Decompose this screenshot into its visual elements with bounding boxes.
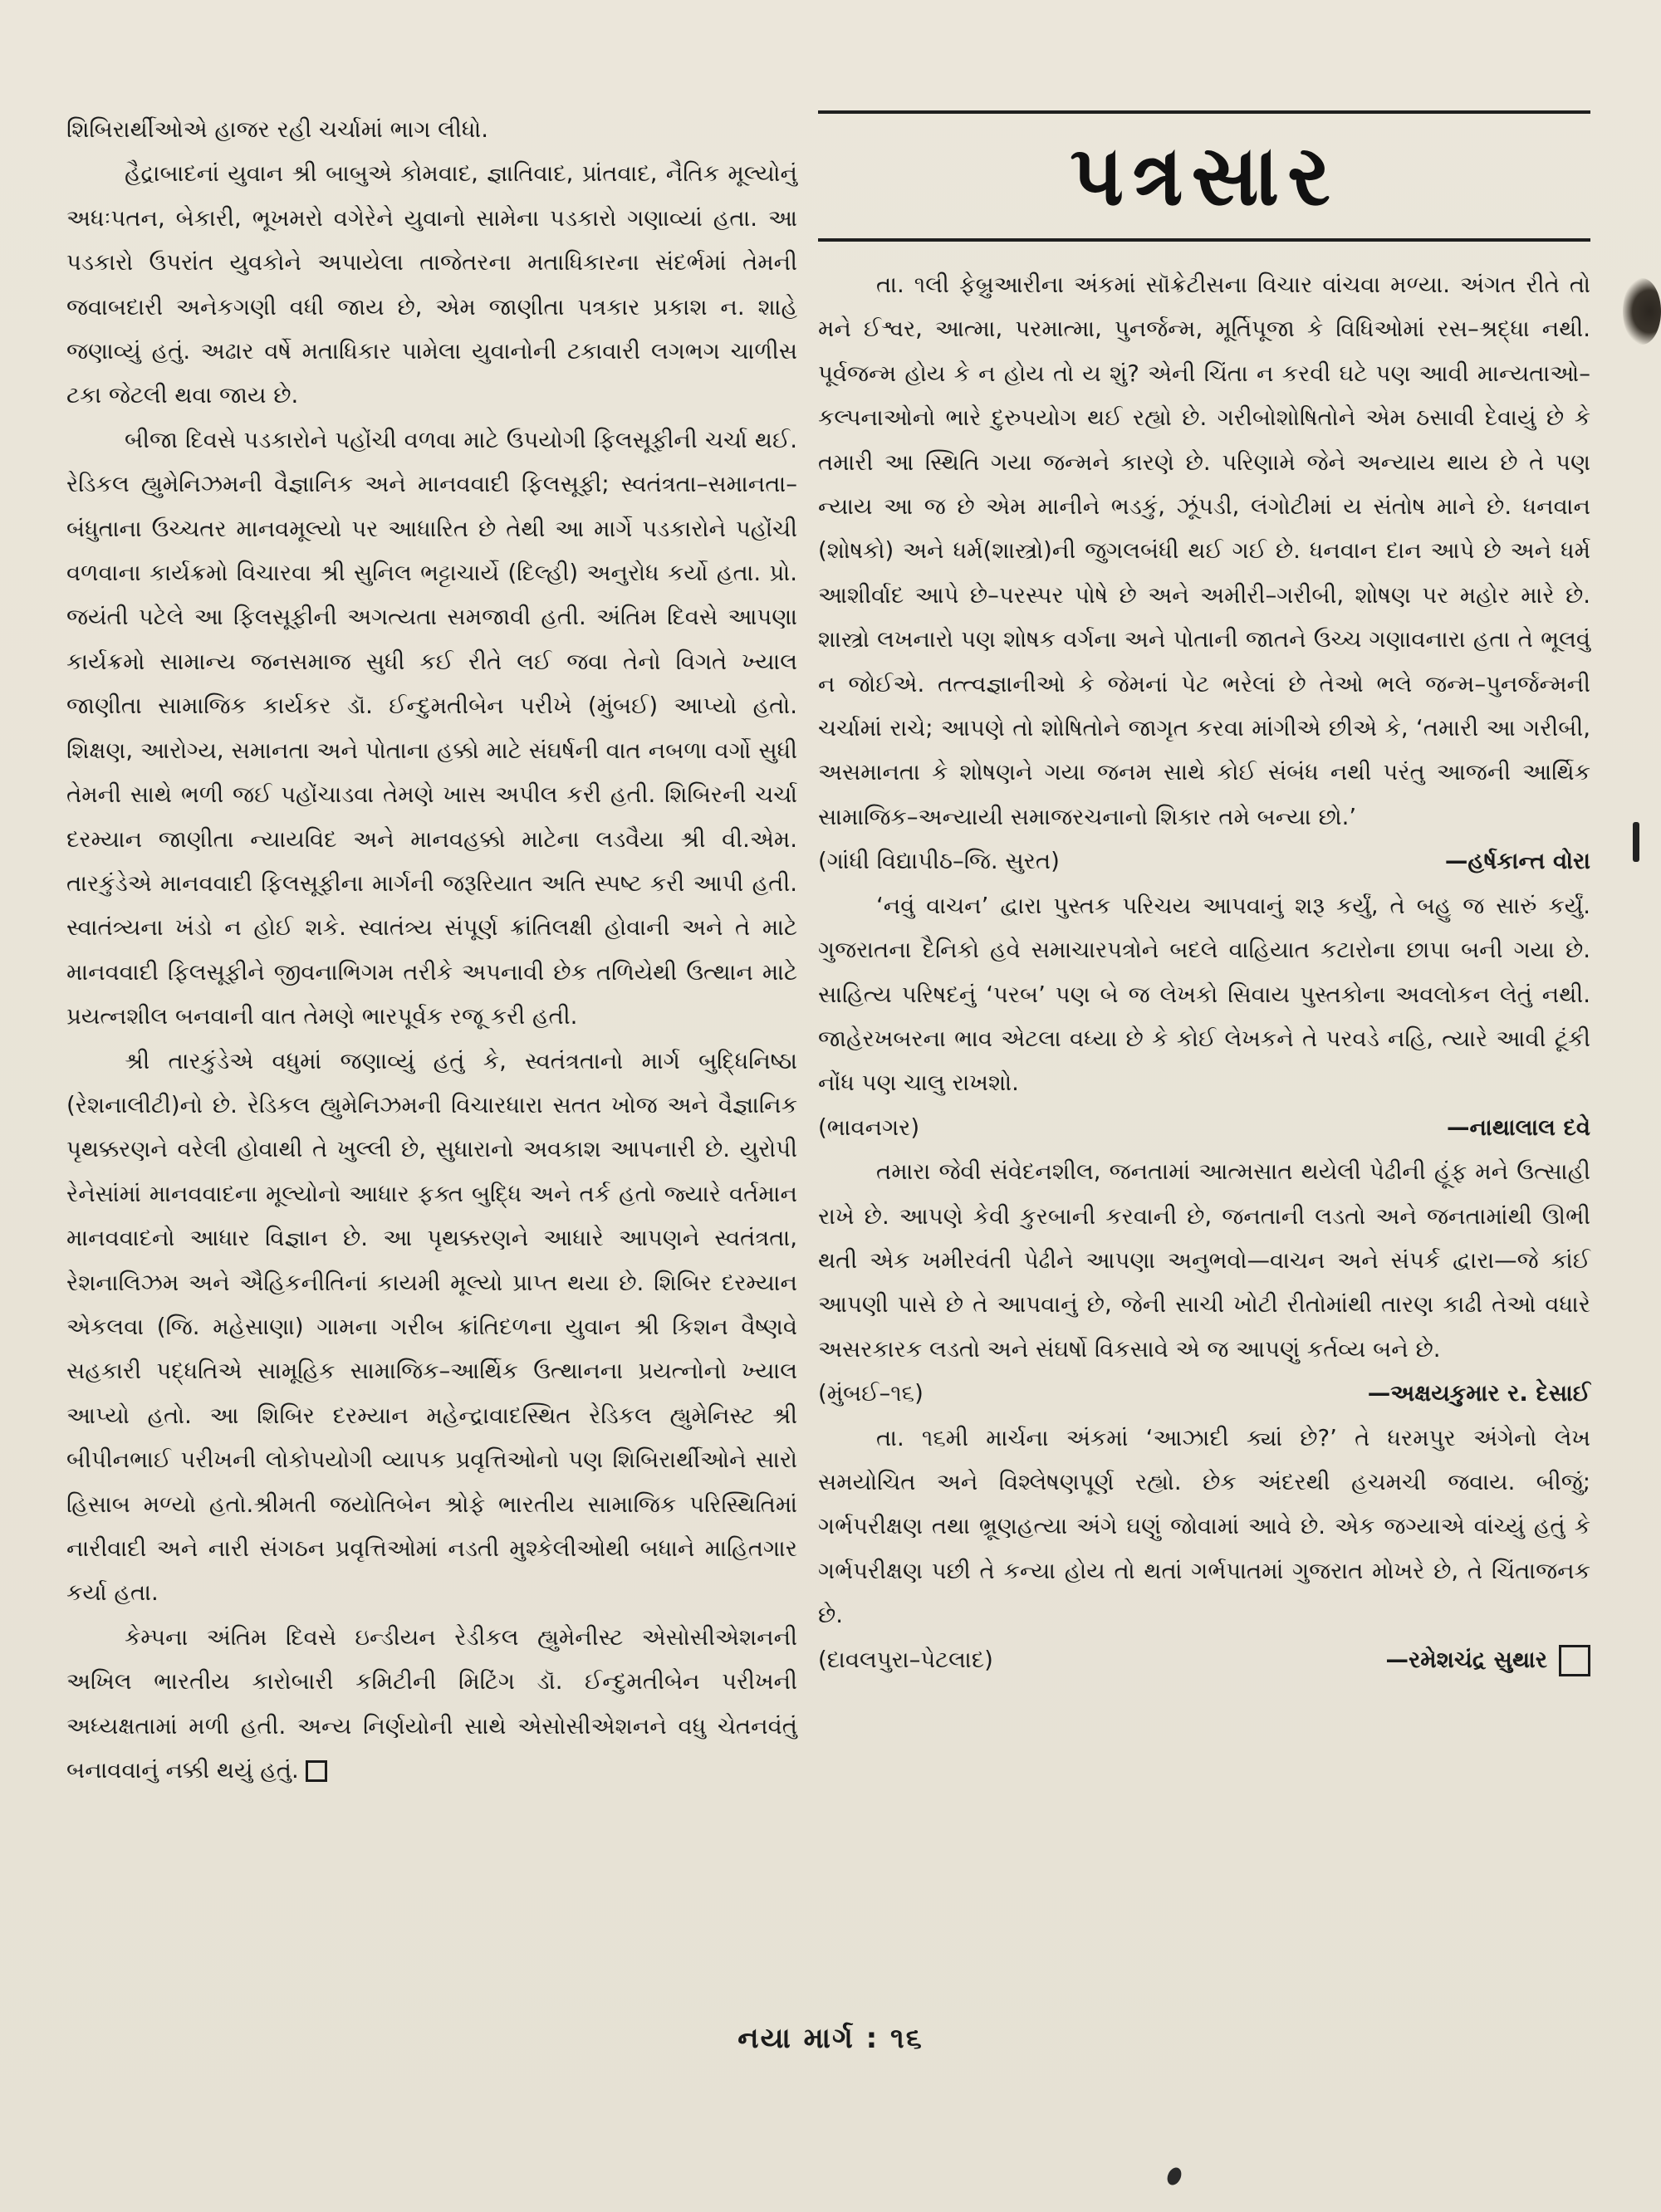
paragraph-text: કેમ્પના અંતિમ દિવસે ઇન્ડીયન રેડીકલ હ્યુમેનીસ્ટ એસોસીએશનની અખિલ ભારતીય કારોબારી કમિટીની મિટિંગ ડૉ. ઈન્દુમતીબેન પરીખની અધ્યક્ષતામાં મળી હતી. અન્ય નિર્ણયોની સાથે એસોસીએશનને વધુ ચેતનવંતું બનાવવાનું નક્કી થયું હતું. bbox=[66, 1623, 797, 1784]
signature-group bbox=[1386, 1638, 1590, 1682]
letter-place: (ગાંધી વિદ્યાપીઠ–જિ. સુરત) bbox=[818, 848, 1060, 875]
letter-signature bbox=[818, 1638, 1590, 1682]
letter-author: —નાથાલાલ દવે bbox=[1447, 1113, 1590, 1141]
letter-author: —અક્ષયકુમાર ર. દેસાઈ bbox=[1367, 1380, 1590, 1407]
end-box-icon bbox=[1559, 1645, 1590, 1676]
masthead-bottom-rule bbox=[818, 238, 1590, 242]
letter-text: તા. ૧લી ફેબ્રુઆરીના અંકમાં સૉક્રેટીસના વિચાર વાંચવા મળ્યા. અંગત રીતે તો મને ઈશ્વર, આત્મા, પરમાત્મા, પુનર્જન્મ, મૂર્તિપૂજા કે વિધિઓમાં રસ–શ્રદ્ધા નથી. પૂર્વજન્મ હોય કે ન હોય તો ય શું? એની ચિંતા ન કરવી ઘટે પણ આવી માન્યતાઓ–કલ્પનાઓનો ભારે દુરુપયોગ થઈ રહ્યો છે. ગરીબોશોષિતોને એમ ઠસાવી દેવાયું છે કે તમારી આ સ્થિતિ ગયા જન્મને કારણે છે. પરિણામે જેને અન્યાય થાય છે તે પણ ન્યાય આ જ છે એમ માનીને ભડકું, ઝૂંપડી, લંગોટીમાં ય સંતોષ માને છે. ધનવાન (શોષકો) અને ધર્મ(શાસ્ત્રો)ની જુગલબંધી થઈ ગઈ છે. ધનવાન દાન આપે છે અને ધર્મ આશીર્વાદ આપે છે–પરસ્પર પોષે છે અને અમીરી–ગરીબી, શોષણ પર મહોર મારે છે. શાસ્ત્રો લખનારો પણ શોષક વર્ગના અને પોતાની જાતને ઉચ્ચ ગણાવનારા હતા તે ભૂલવું ન જોઈએ. તત્ત્વજ્ઞાનીઓ કે જેમનાં પેટ ભરેલાં છે તેઓ ભલે જન્મ–પુનર્જન્મની ચર્ચામાં રાચે; આપણે તો શોષિતોને જાગૃત કરવા માંગીએ છીએ કે, ‘તમારી આ ગરીબી, અસમાનતા કે શોષણને ગયા જનમ સાથે કોઈ સંબંધ નથી પરંતુ આજની આર્થિક સામાજિક–અન્યાયી સમાજરચનાનો શિકાર તમે બન્યા છો.’ bbox=[818, 272, 1590, 830]
letter-place: (ભાવનગર) bbox=[818, 1113, 920, 1141]
letter-text: તા. ૧૬મી માર્ચના અંકમાં ‘આઝાદી ક્યાં છે?’ તે ધરમપુર અંગેનો લેખ સમયોચિત અને વિશ્લેષણપૂર્ણ રહ્યો. છેક અંદરથી હચમચી જવાય. બીજું; ગર્ભપરીક્ષણ તથા ભ્રૂણહત્યા અંગે ઘણું જોવામાં આવે છે. એક જગ્યાએ વાંચ્યું હતું કે ગર્ભપરીક્ષણ પછી તે કન્યા હોય તો થતાં ગર્ભપાતમાં ગુજરાત મોખરે છે, તે ચિંતાજનક છે. bbox=[818, 1424, 1590, 1629]
letter bbox=[818, 884, 1590, 1150]
letter-place: (મુંબઈ–૧૬) bbox=[818, 1380, 924, 1407]
left-column bbox=[66, 108, 797, 1793]
section-masthead bbox=[818, 114, 1590, 238]
paragraph: શિબિરાર્થીઓએ હાજર રહી ચર્ચામાં ભાગ લીધો. bbox=[66, 116, 488, 143]
letter bbox=[818, 1150, 1590, 1416]
letter-author: —હર્ષકાન્ત વોરા bbox=[1444, 848, 1590, 875]
section-title: પત્રસાર bbox=[1070, 127, 1339, 224]
page-footer: નયા માર્ગ : ૧૬ bbox=[737, 2022, 924, 2055]
end-mark-icon bbox=[306, 1760, 327, 1782]
letter-signature bbox=[818, 1106, 1590, 1150]
letter-signature bbox=[818, 839, 1590, 883]
paragraph bbox=[66, 1616, 797, 1794]
paragraph: હૈદ્રાબાદનાં યુવાન શ્રી બાબુએ કોમવાદ, જ્ઞાતિવાદ, પ્રાંતવાદ, નૈતિક મૂલ્યોનું અધઃપતન, બેકારી, ભૂખમરો વગેરેને યુવાનો સામેના પડકારો ગણાવ્યાં હતા. આ પડકારો ઉપરાંત યુવકોને અપાયેલા તાજેતરના મતાધિકારના સંદર્ભમાં તેમની જવાબદારી અનેકગણી વધી જાય છે, એમ જાણીતા પત્રકાર પ્રકાશ ન. શાહે જણાવ્યું હતું. અઢાર વર્ષે મતાધિકાર પામેલા યુવાનોની ટકાવારી લગભગ ચાળીસ ટકા જેટલી થવા જાય છે. bbox=[66, 160, 797, 409]
letter-text: ‘નવું વાચન’ દ્વારા પુસ્તક પરિચય આપવાનું શરૂ કર્યું, તે બહુ જ સારું કર્યું. ગુજરાતના દૈનિકો હવે સમાચારપત્રોને બદલે વાહિયાત કટારોના છાપા બની ગયા છે. સાહિત્ય પરિષદનું ‘પરબ’ પણ બે જ લેખકો સિવાય પુસ્તકોના અવલોકન લેતું નથી. જાહેરખબરના ભાવ એટલા વધ્યા છે કે કોઈ લેખકને તે પરવડે નહિ, ત્યારે આવી ટૂંકી નોંધ પણ ચાલુ રાખશો. bbox=[818, 892, 1590, 1097]
letter-place: (દાવલપુરા–પેટલાદ) bbox=[818, 1646, 993, 1673]
margin-mark bbox=[1633, 822, 1639, 862]
letter-signature bbox=[818, 1372, 1590, 1416]
paragraph: બીજા દિવસે પડકારોને પહોંચી વળવા માટે ઉપયોગી ફિલસૂફીની ચર્ચા થઈ. રેડિકલ હ્યુમેનિઝમની વૈજ્ઞાનિક અને માનવવાદી ફિલસૂફી; સ્વતંત્રતા–સમાનતા–બંધુતાના ઉચ્ચતર માનવમૂલ્યો પર આધારિત છે તેથી આ માર્ગે પડકારોને પહોંચી વળવાના કાર્યક્રમો વિચારવા શ્રી સુનિલ ભટ્ટાચાર્યે (દિલ્હી) અનુરોધ કર્યો હતા. પ્રો. જયંતી પટેલે આ ફિલસૂફીની અગત્યતા સમજાવી હતી. અંતિમ દિવસે આપણા કાર્યક્રમો સામાન્ય જનસમાજ સુધી કઈ રીતે લઈ જવા તેનો વિગતે ખ્યાલ જાણીતા સામાજિક કાર્યકર ડૉ. ઈન્દુમતીબેન પરીખે (મુંબઈ) આપ્યો હતો. શિક્ષણ, આરોગ્ય, સમાનતા અને પોતાના હક્કો માટે સંઘર્ષની વાત નબળા વર્ગો સુધી તેમની સાથે ભળી જઈ પહોંચાડવા તેમણે ખાસ અપીલ કરી હતી. શિબિરની ચર્ચા દરમ્યાન જાણીતા ન્યાયવિદ અને માનવહક્કો માટેના લડવૈયા શ્રી વી.એમ. તારકુંડેએ માનવવાદી ફિલસૂફીના માર્ગની જરૂરિયાત અતિ સ્પષ્ટ કરી આપી હતી. સ્વાતંત્ર્યના ખંડો ન હોઈ શકે. સ્વાતંત્ર્ય સંપૂર્ણ ક્રાંતિલક્ષી હોવાની અને તે માટે માનવવાદી ફિલસૂફીને જીવનાભિગમ તરીકે અપનાવી છેક તળિયેથી ઉત્થાન માટે પ્રયત્નશીલ બનવાની વાત તેમણે ભારપૂર્વક રજૂ કરી હતી. bbox=[66, 426, 797, 1030]
letter-text: તમારા જેવી સંવેદનશીલ, જનતામાં આત્મસાત થયેલી પેઢીની હૂંફ મને ઉત્સાહી રાખે છે. આપણે કેવી કુરબાની કરવાની છે, જનતાની લડતો અને જનતામાંથી ઊભી થતી એક ખમીરવંતી પેઢીને આપણા અનુભવો—વાચન અને સંપર્ક દ્વારા—જે કાંઈ આપણી પાસે છે તે આપવાનું છે, જેની સાચી ખોટી રીતોમાંથી તારણ કાઢી તેઓ વધારે અસરકારક લડતો અને સંઘર્ષો વિકસાવે એ જ આપણું કર્તવ્ય બને છે. bbox=[818, 1158, 1590, 1363]
letter bbox=[818, 1417, 1590, 1682]
letter bbox=[818, 263, 1590, 884]
page-damage-mark bbox=[1623, 278, 1661, 345]
ink-spot bbox=[1164, 2166, 1183, 2187]
letter-author: —રમેશચંદ્ર સુથાર bbox=[1385, 1646, 1547, 1673]
right-column bbox=[818, 108, 1590, 1682]
paragraph: શ્રી તારકુંડેએ વધુમાં જણાવ્યું હતું કે, સ્વતંત્રતાનો માર્ગ બુદ્ધિનિષ્ઠા (રેશનાલીટી)નો છે. રેડિકલ હ્યુમેનિઝમની વિચારધારા સતત ખોજ અને વૈજ્ઞાનિક પૃથક્કરણને વરેલી હોવાથી તે ખુલ્લી છે, સુધારાનો અવકાશ આપનારી છે. યુરોપી રેનેસાંમાં માનવવાદના મૂલ્યોનો આધાર ફક્ત બુદ્ધિ અને તર્ક હતો જ્યારે વર્તમાન માનવવાદનો આધાર વિજ્ઞાન છે. આ પૃથક્કરણને આધારે આપણને સ્વતંત્રતા, રેશનાલિઝમ અને ઐહિકનીતિનાં કાયમી મૂલ્યો પ્રાપ્ત થયા છે. શિબિર દરમ્યાન એકલવા (જિ. મહેસાણા) ગામના ગરીબ ક્રાંતિદળના યુવાન શ્રી કિશન વૈષ્ણવે સહકારી પદ્ધતિએ સામૂહિક સામાજિક–આર્થિક ઉત્થાનના પ્રયત્નોનો ખ્યાલ આપ્યો હતો. આ શિબિર દરમ્યાન મહેન્દ્રાવાદસ્થિત રેડિકલ હ્યુમેનિસ્ટ શ્રી બીપીનભાઈ પરીખની લોકોપયોગી વ્યાપક પ્રવૃત્તિઓનો પણ શિબિરાર્થીઓને સારો હિસાબ મળ્યો હતો.શ્રીમતી જયોતિબેન શ્રોફે ભારતીય સામાજિક પરિસ્થિતિમાં નારીવાદી અને નારી સંગઠન પ્રવૃત્તિઓમાં નડતી મુશ્કેલીઓથી બધાને માહિતગાર કર્યા હતા. bbox=[66, 1047, 797, 1607]
